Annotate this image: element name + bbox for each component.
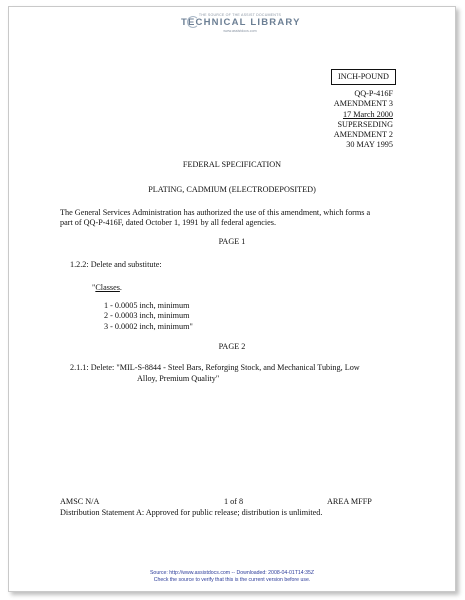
technical-library-logo [181,13,299,39]
previous-date: 30 MAY 1995 [346,140,393,150]
classes-list [104,301,193,332]
document-page [8,6,456,592]
logo-swoosh-icon [187,16,199,28]
previous-amendment: AMENDMENT 2 [333,130,393,139]
spec-name: PLATING, CADMIUM (ELECTRODEPOSITED) [148,185,316,194]
class-item: 1 - 0.0005 inch, minimum [104,301,190,310]
doc-header-block [334,89,393,151]
page-1-heading: PAGE 1 [218,237,246,246]
page-2-heading: PAGE 2 [218,342,246,351]
classes-period: . [119,283,122,292]
page-count: 1 of 8 [224,497,244,506]
intro-line-2: part of QQ-P-416F, dated October 1, 1991 by all federal agencies. [60,218,277,228]
source-footer [9,570,455,583]
page-2-line-1: 2.1.1: Delete: "MIL-S-8844 - Steel Bars, Reforging Stock, and Mechanical Tubing, Low [70,363,360,372]
class-item: 2 - 0.0003 inch, minimum [104,311,190,321]
logo-title: TECHNICAL LIBRARY [181,17,301,29]
source-line-1: Source: http://www.assistdocs.com -- Downloaded: 2008-04-01T14:35Z [149,570,315,576]
page-1-instruction: 1.2.2: Delete and substitute: [70,260,162,269]
classes-word: Classes [95,283,120,292]
amendment-date: 17 March 2000 [342,109,393,119]
logo-bottom-line: www.assistdocs.com [223,29,257,34]
intro-paragraph [60,208,370,229]
doc-id: QQ-P-416F [354,89,393,98]
classes-label [92,283,122,293]
spec-kind: FEDERAL SPECIFICATION [182,160,282,169]
distribution-statement: Distribution Statement A: Approved for public release; distribution is unlimited. [60,508,323,517]
page-2-line-2: Alloy, Premium Quality" [137,374,220,383]
amsc-label: AMSC N/A [60,497,100,506]
logo-top-line: THE SOURCE OF THE ASSIST DOCUMENTS [198,13,282,17]
superseding-label: SUPERSEDING [337,119,393,129]
inch-pound-box: INCH-POUND [331,69,396,85]
classes-open-quote: " [92,283,96,292]
intro-line-1: The General Services Administration has authorized the use of this amendment, which forms a [60,208,371,217]
amendment-number: AMENDMENT 3 [333,99,393,109]
area-label: AREA MFFP [327,497,372,506]
source-line-2: Check the source to verify that this is the current version before use. [153,576,311,583]
class-item: 3 - 0.0002 inch, minimum" [104,321,193,331]
